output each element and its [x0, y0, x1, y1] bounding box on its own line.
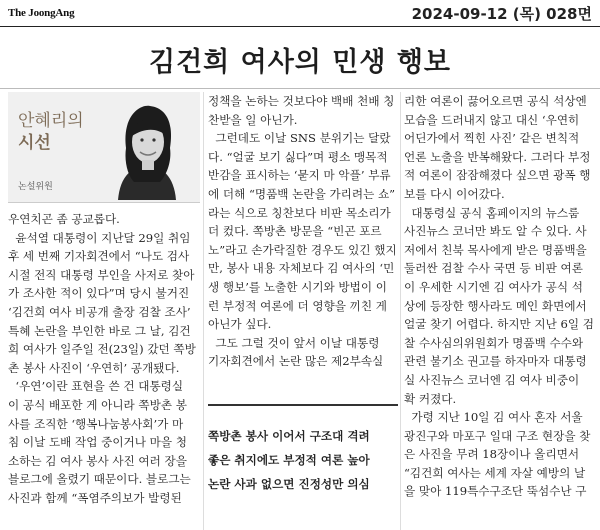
text-line: 찬받을 일 아닌가. [208, 112, 298, 127]
text-line: 소하는 김 여사 봉사 사진 여러 장을 [8, 453, 187, 468]
text-line: 시절 전직 대통령 부인을 사저로 찾아 [8, 267, 195, 282]
text-line: 이 우세한 시기엔 김 여사가 공식 석 [404, 279, 583, 294]
column-separator [400, 92, 401, 530]
article-headline: 김건희 여사의 민생 행보 [148, 47, 452, 78]
text-line: 더 컸다. 쪽방촌 방문을 “빈곤 포르 [208, 224, 382, 239]
text-line: 희 여사가 일주일 전(23일) 갔던 쪽방 [8, 342, 196, 357]
text-line: 그런데도 이날 SNS 분위기는 달랐 [208, 131, 391, 146]
text-line: 노”라고 손가락질한 경우도 있긴 했지 [208, 242, 397, 257]
article-column-3 [404, 92, 596, 501]
masthead-divider [0, 26, 600, 27]
text-line: 정책을 논하는 것보다야 백배 천배 칭 [208, 94, 395, 108]
column-name: 시선 [18, 133, 51, 153]
text-line: 좋은 취지에도 부정적 여론 높아 [208, 453, 370, 467]
text-line: 블로그에 올렸기 때문이다. 블로그는 [8, 472, 191, 487]
text-line: 사를 조직한 ‘행복나눔봉사회’가 마 [8, 416, 184, 431]
publication-logo[interactable]: The JoongAng [8, 7, 75, 19]
text-line: 찰 수사심의위원회가 명품백 수수와 [404, 335, 584, 350]
columnist-portrait [100, 96, 194, 200]
column-1-body [8, 210, 196, 508]
text-line: 둘러싼 검찰 수사 국면 등 비판 여론 [404, 261, 583, 276]
text-line: 상에 등장한 행사라도 메인 화면에서 [404, 298, 587, 313]
text-line: ‘김건희 여사 비공개 출장 검찰 조사’ [8, 304, 191, 319]
text-line: 적 여론이 잠잠해졌다 싶으면 광폭 행 [404, 168, 591, 183]
text-line: 광진구와 마포구 일대 구조 현장을 찾 [404, 428, 591, 443]
text-line: ‘우연’이란 표현을 쓴 건 대통령실 [8, 379, 184, 394]
text-line: 사진과 함께 “폭염주의보가 발령된 [8, 490, 182, 505]
text-line: 만, 봉사 내용 자체보다 김 여사의 ‘민 [208, 261, 395, 276]
text-line: 침 이날 도배 작업 중이거나 마을 청 [8, 435, 187, 450]
text-line: 모습을 드러내지 않고 대신 ‘우연히 [404, 112, 580, 127]
text-line: 다. “얼굴 보기 싫다”며 평소 맹목적 [208, 149, 388, 164]
text-line: 특혜 논란을 부인한 바로 그 날, 김건 [8, 323, 191, 338]
text-line: 을 맞아 119특수구조단 뚝섬수난 구 [404, 484, 587, 499]
text-line: 논란 사과 없으면 진정성만 의심 [208, 477, 370, 491]
columnist-box [8, 92, 200, 203]
text-line: 후 세 번째 기자회견에서 “나도 검사 [8, 249, 190, 264]
text-line: 얼굴 찾기 어렵다. 하지만 지난 6일 검 [404, 317, 594, 332]
text-line: 반감을 표시하는 ‘묻지 마 악플’ 부류 [208, 168, 391, 183]
text-line: 라는 식으로 칭찬보다 비판 목소리가 [208, 205, 391, 220]
text-line: 어딘가에서 찍힌 사진’ 같은 변칙적 [404, 131, 580, 146]
text-line: 언론 노출을 반복해왔다. 그러다 부정 [404, 149, 591, 164]
column-2-body [208, 92, 398, 371]
column-separator [203, 92, 204, 530]
text-line: 사진뉴스 코너만 봐도 알 수 있다. 사 [404, 224, 587, 239]
text-line: 쪽방촌 봉사 이어서 구조대 격려 [208, 429, 370, 443]
text-line: 저에서 친북 목사에게 받은 명품백을 [404, 242, 587, 257]
pull-quote [208, 404, 398, 496]
text-line: 기자회견에서 논란 많은 제2부속실 [208, 354, 384, 369]
text-line: 촌 봉사 사진이 ‘우연히’ 공개됐다. [8, 360, 180, 375]
text-line: 확 커졌다. [404, 391, 457, 406]
text-line: 리한 여론이 끓어오르면 공식 석상엔 [404, 94, 587, 108]
text-line: 생 행보’를 노출한 시기와 방법이 이 [208, 279, 387, 294]
text-line: 아닌가 싶다. [208, 317, 272, 332]
headline-divider [0, 88, 600, 89]
masthead [0, 0, 600, 26]
text-line: 윤석열 대통령이 지난달 29일 취임 [8, 230, 191, 245]
text-line: 이 공식 배포한 게 아니라 쪽방촌 봉 [8, 397, 187, 412]
text-line: 실 사진뉴스 코너엔 김 여사 비중이 [404, 372, 580, 387]
text-line: 은 사진을 무려 18장이나 올리면서 [404, 447, 580, 462]
text-line: 에 더해 “명품백 논란을 가리려는 쇼” [208, 186, 396, 201]
text-line: 대통령실 공식 홈페이지의 뉴스룸 [404, 205, 580, 220]
text-line: “김건희 여사는 세계 자살 예방의 날 [404, 465, 586, 480]
text-line: 관련 불기소 권고를 하자마자 대통령 [404, 354, 587, 369]
article-column-2 [208, 92, 398, 491]
text-line: 가 조사한 적이 있다”며 당시 불거진 [8, 286, 190, 301]
columnist-role: 논설위원 [18, 182, 53, 192]
column-3-body [404, 92, 596, 501]
text-line: 우연치곤 좀 공교롭다. [8, 212, 120, 226]
text-line: 보를 다시 이어갔다. [404, 186, 505, 201]
text-line: 그도 그럴 것이 앞서 이날 대통령 [208, 335, 380, 350]
columnist-name: 안혜리의 [18, 111, 84, 131]
text-line: 런 부정적 여론에 더 영향을 끼친 게 [208, 298, 387, 313]
date-page-line: 2024-09-12 (목) 028면 [411, 5, 592, 23]
text-line: 가령 지난 10일 김 여사 혼자 서울 [404, 410, 583, 425]
